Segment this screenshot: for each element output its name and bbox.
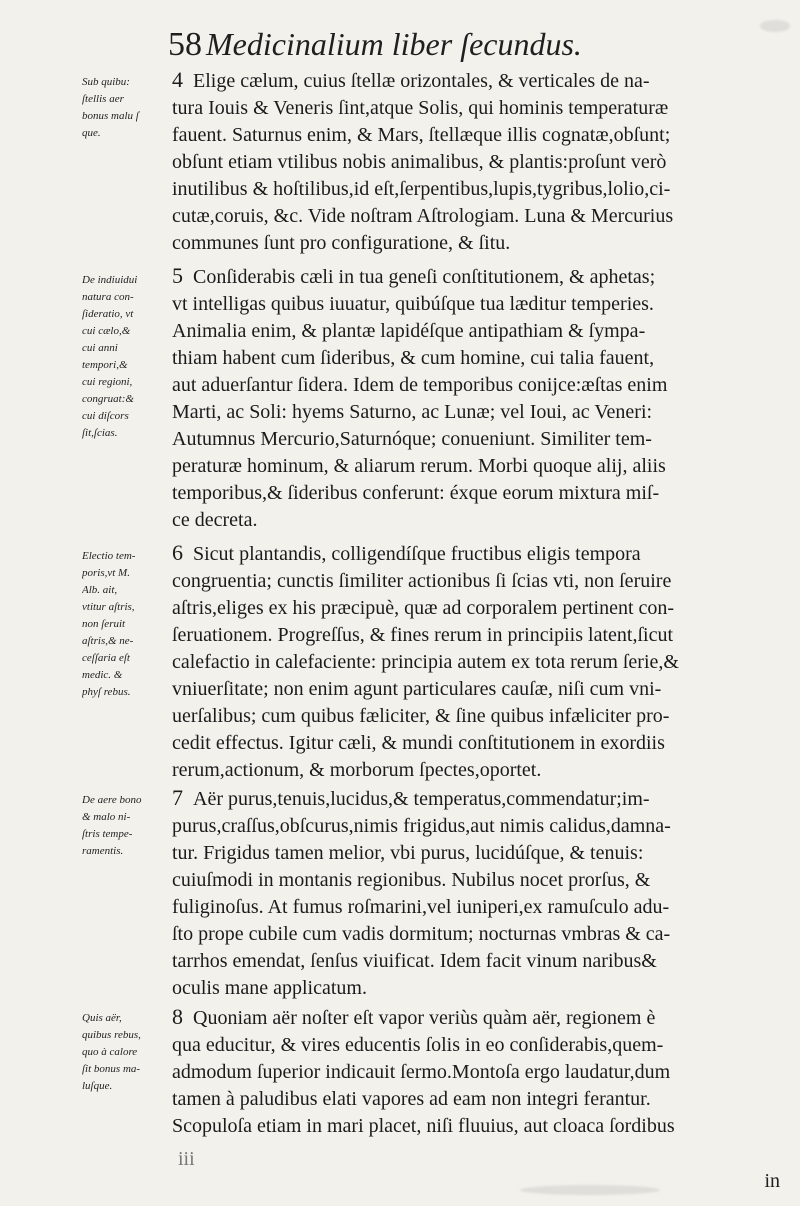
text-line: uerſalibus; cum quibus fæliciter, & ſine quibus infæliciter pro- [172, 705, 670, 727]
text-line: 4 Elige cælum, cuius ſtellæ orizontales, & verticales de na- [172, 67, 650, 92]
note-line: ſtellis aer [82, 93, 124, 105]
note-line: De indiuidui [82, 274, 138, 286]
text-line: calefactio in calefaciente: principia autem ex tota rerum ſerie,& [172, 651, 679, 673]
marginal-note-5 [82, 272, 177, 442]
text-line: rerum,actionum, & morborum ſpectes,oportet. [172, 759, 542, 781]
text-line: Marti, ac Soli: hyems Saturno, ac Lunæ; vel Ioui, ac Veneri: [172, 401, 653, 423]
note-line: medic. & [82, 669, 123, 681]
text-line: aut aduerſantur ſidera. Idem de temporibus conijce:æſtas enim [172, 374, 668, 396]
note-line: non ſeruit [82, 618, 126, 630]
text-line: tarrhos emendat, ſenſus viuificat. Idem facit vinum naribus& [172, 950, 657, 972]
note-line: ramentis. [82, 845, 124, 857]
text-line: temporibus,& ſideribus conferunt: éxque eorum mixtura miſ- [172, 482, 660, 504]
text-line: cuiuſmodi in montanis regionibus. Nubilus nocet prorſus, & [172, 869, 651, 891]
text-line: ſto prope cubile cum vadis dormitum; nocturnas vmbras & ca- [172, 923, 671, 945]
section-4 [172, 66, 790, 257]
note-line: aſtris,& ne- [82, 635, 134, 647]
text-line: congruentia; cunctis ſimiliter actionibus ſi ſcias vti, non ſeruire [172, 570, 672, 592]
note-line: que. [82, 127, 101, 139]
text-line: Autumnus Mercurio,Saturnóque; conueniunt. Similiter tem- [172, 428, 652, 450]
note-line: ſit bonus ma- [82, 1063, 141, 1075]
marginal-note-6 [82, 548, 177, 701]
note-line: vtitur aſtris, [82, 601, 135, 613]
signature-mark: iii [178, 1148, 195, 1170]
note-line: tempori,& [82, 359, 128, 371]
section-number: 7 [172, 785, 183, 810]
text-line: obſunt etiam vtilibus nobis animalibus, & plantis:proſunt verò [172, 151, 667, 173]
note-line: cui regioni, [82, 376, 133, 388]
text-line: 8 Quoniam aër noſter eſt vapor veriùs quàm aër, regionem è [172, 1004, 656, 1029]
note-line: poris,vt M. [82, 567, 130, 579]
paper-smudge [760, 20, 790, 32]
text-line: fauent. Saturnus enim, & Mars, ſtellæque illis cognatæ,obſunt; [172, 124, 671, 146]
note-line: Quis aër, [82, 1012, 122, 1024]
section-5 [172, 262, 790, 534]
note-line: & malo ni- [82, 811, 131, 823]
marginal-note-7 [82, 792, 177, 860]
text-line: aſtris,eliges ex his præcipuè, quæ ad corporalem pertinent con- [172, 597, 675, 619]
section-number: 5 [172, 263, 183, 288]
note-line: bonus malu ſ [82, 110, 139, 122]
text-line: thiam habent cum ſideribus, & cum homine, cui talia fauent, [172, 347, 655, 369]
text-line: admodum ſuperior indicauit ſermo.Montoſa ergo laudatur,dum [172, 1061, 671, 1083]
text-line: tura Iouis & Veneris ſint,atque Solis, qui hominis temperaturæ [172, 97, 669, 119]
note-line: ſideratio, vt [82, 308, 134, 320]
catchword: in [764, 1170, 780, 1192]
text-line: cedit effectus. Igitur cæli, & mundi conſtitutionem in exordiis [172, 732, 665, 754]
text-line: vniuerſitate; non enim agunt particulares cauſæ, niſi cum vni- [172, 678, 662, 700]
paper-smudge [520, 1185, 660, 1195]
text-line: oculis mane applicatum. [172, 977, 367, 999]
text-line: vt intelligas quibus iuuatur, quibúſque tua læditur temperies. [172, 293, 654, 315]
text-line: cutæ,coruis, &c. Vide noſtram Aſtrologiam. Luna & Mercurius [172, 205, 674, 227]
section-6 [172, 539, 790, 784]
section-number: 8 [172, 1004, 183, 1029]
text-line: qua educitur, & vires educentis ſolis in eo conſiderabis,quem- [172, 1034, 664, 1056]
text-line: tur. Frigidus tamen melior, vbi purus, lucidúſque, & tenuis: [172, 842, 644, 864]
note-line: ſtris tempe- [82, 828, 133, 840]
text-line: purus,craſſus,obſcurus,nimis frigidus,aut nimis calidus,damna- [172, 815, 671, 837]
marginal-note-8 [82, 1010, 177, 1095]
note-line: natura con- [82, 291, 134, 303]
note-line: ſit,ſcias. [82, 427, 118, 439]
section-number: 4 [172, 67, 183, 92]
text-line: tamen à paludibus elati vapores ad eam non integri ferantur. [172, 1088, 651, 1110]
note-line: quo à calore [82, 1046, 138, 1058]
note-line: Sub quibu: [82, 76, 130, 88]
note-line: Alb. ait, [82, 584, 118, 596]
running-title: Medicinalium liber ſecundus. [206, 26, 582, 62]
text-line: 7 Aër purus,tenuis,lucidus,& temperatus,commendatur;im- [172, 785, 650, 810]
section-8 [172, 1003, 790, 1140]
text-line: fuliginoſus. At fumus roſmarini,vel iuniperi,ex ramuſculo adu- [172, 896, 670, 918]
note-line: quibus rebus, [82, 1029, 141, 1041]
note-line: cui anni [82, 342, 118, 354]
text-line: inutilibus & hoſtilibus,id eſt,ſerpentibus,lupis,tygribus,lolio,ci- [172, 178, 671, 200]
marginal-note-4 [82, 74, 177, 142]
page-header [0, 14, 800, 64]
note-line: phyſ rebus. [82, 686, 131, 698]
section-7 [172, 784, 790, 1002]
note-line: Electio tem- [82, 550, 136, 562]
note-line: De aere bono [82, 794, 142, 806]
text-line: communes ſunt pro configuratione, & ſitu. [172, 232, 511, 254]
note-line: luſque. [82, 1080, 113, 1092]
page-number: 58 [168, 26, 202, 63]
note-line: congruat:& [82, 393, 134, 405]
text-line: ce decreta. [172, 509, 258, 531]
text-line: 5 Conſiderabis cæli in tua geneſi conſtitutionem, & aphetas; [172, 263, 656, 288]
text-line: Scopuloſa etiam in mari placet, niſi fluuius, aut cloaca ſordibus [172, 1115, 675, 1137]
text-line: ſeruationem. Progreſſus, & fines rerum in principiis latent,ſicut [172, 624, 673, 646]
section-number: 6 [172, 540, 183, 565]
text-line: Animalia enim, & plantæ lapidéſque antipathiam & ſympa- [172, 320, 646, 342]
note-line: ceſſaria eſt [82, 652, 130, 664]
note-line: cui diſcors [82, 410, 129, 422]
text-line: peraturæ hominum, & aliarum rerum. Morbi quoque alij, aliis [172, 455, 666, 477]
text-line: 6 Sicut plantandis, colligendíſque fructibus eligis tempora [172, 540, 641, 565]
note-line: cui cælo,& [82, 325, 131, 337]
